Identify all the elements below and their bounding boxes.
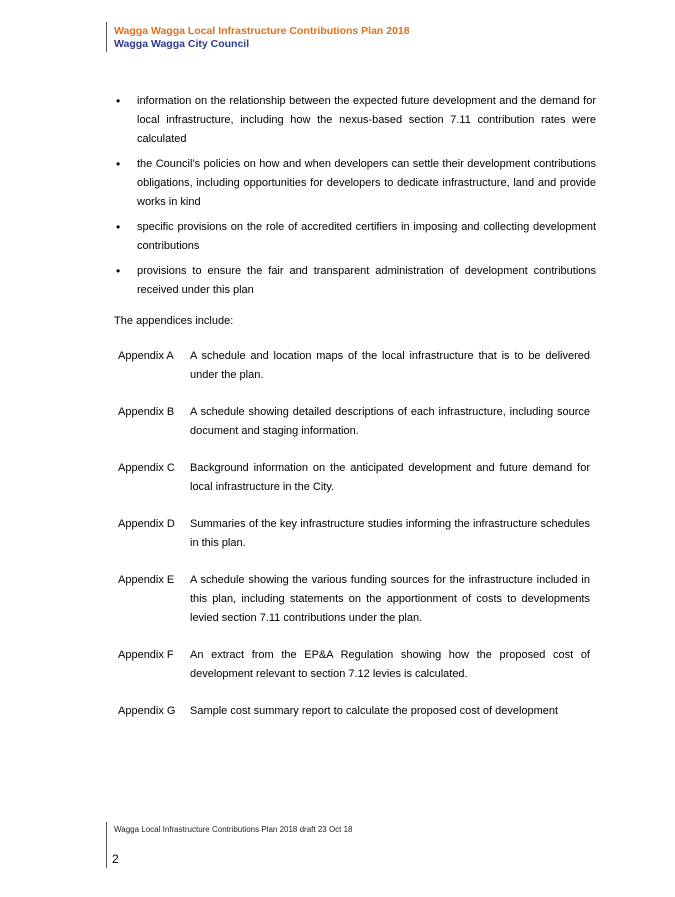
bullet-icon: • [116, 94, 121, 108]
appendix-description: Summaries of the key infrastructure studies informing the infrastructure schedules in this plan. [190, 518, 590, 549]
appendix-description: A schedule showing the various funding sources for the infrastructure included in this plan, including statements on the apportionment of costs to developments levied section 7.11 contributions under the plan. [190, 574, 590, 624]
bullet-icon: • [116, 157, 121, 171]
appendix-description: An extract from the EP&A Regulation showing how the proposed cost of development relevant to section 7.12 levies is calculated. [190, 649, 590, 680]
list-item: • the Council’s policies on how and when developers can settle their development contributions obligations, including opportunities for developers to dedicate infrastructure, land and provide works in kind [116, 157, 596, 208]
appendix-description: A schedule showing detailed descriptions of each infrastructure, including source document and staging information. [190, 406, 590, 437]
footer-divider [106, 822, 107, 868]
appendix-row [118, 646, 590, 684]
document-title: Wagga Wagga Local Infrastructure Contributions Plan 2018 [114, 25, 410, 37]
appendix-row [118, 515, 590, 553]
appendix-row [118, 702, 590, 721]
bullet-icon: • [116, 220, 121, 234]
header-divider [106, 22, 107, 52]
appendix-label: Appendix C [118, 462, 175, 474]
appendix-row [118, 459, 590, 497]
appendix-row [118, 571, 590, 628]
appendix-row [118, 403, 590, 441]
list-item: • information on the relationship between the expected future development and the demand for local infrastructure, including how the nexus-based section 7.11 contribution rates were calculated [116, 94, 596, 145]
appendix-label: Appendix G [118, 705, 176, 717]
appendix-label: Appendix B [118, 406, 175, 418]
footer-text: Wagga Local Infrastructure Contributions Plan 2018 draft 23 Oct 18 [114, 825, 353, 834]
appendix-label: Appendix D [118, 518, 175, 530]
appendix-label: Appendix E [118, 574, 175, 586]
appendix-description: Background information on the anticipated development and future demand for local infrastructure in the City. [190, 462, 590, 493]
appendices-intro: The appendices include: [114, 315, 234, 327]
appendix-description: A schedule and location maps of the local infrastructure that is to be delivered under the plan. [190, 350, 590, 381]
appendix-label: Appendix F [118, 649, 174, 661]
organisation-name: Wagga Wagga City Council [114, 38, 250, 50]
appendix-list [118, 347, 590, 739]
appendix-description: Sample cost summary report to calculate the proposed cost of development [190, 705, 559, 717]
list-item: • specific provisions on the role of accredited certifiers in imposing and collecting development contributions [116, 220, 596, 252]
list-item: • provisions to ensure the fair and transparent administration of development contributions received under this plan [116, 264, 596, 296]
bullet-list [114, 92, 596, 306]
appendix-label: Appendix A [118, 350, 174, 362]
appendix-row [118, 347, 590, 385]
page-number: 2 [112, 852, 119, 866]
bullet-icon: • [116, 264, 121, 278]
